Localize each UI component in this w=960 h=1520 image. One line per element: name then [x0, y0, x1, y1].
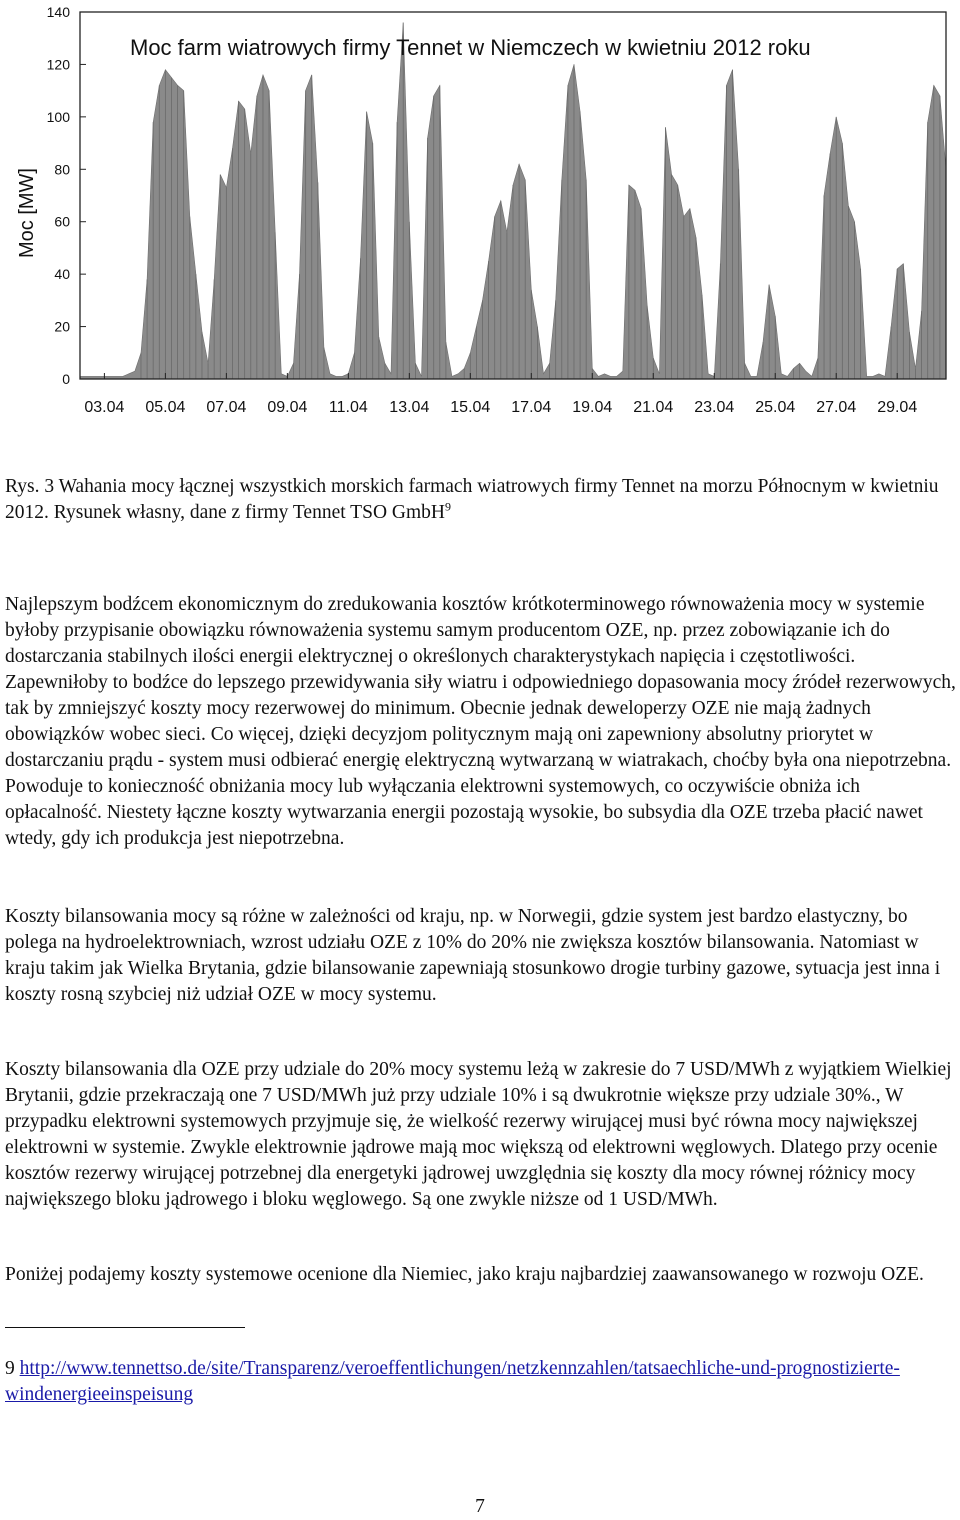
x-tick-label: 17.04	[511, 399, 552, 416]
paragraph-balancing-costs-by-country: Koszty bilansowania mocy są różne w zależności od kraju, np. w Norwegii, gdzie system jest bardzo elastyczny, bo polega na hydroelektrowniach, wzrost udziału OZE z 10% do 20% nie zwiększa kosztów bilansowania. Natomiast w kraju takim jak Wielka Brytania, gdzie bilansowanie zapewniają stosunkowo drogie turbiny gazowe, sytuacja jest inna i koszty rosną szybciej niż udział OZE w mocy systemu.	[5, 906, 941, 1005]
x-tick-label: 29.04	[877, 399, 918, 416]
x-tick-label: 21.04	[633, 399, 674, 416]
y-tick-label: 20	[54, 318, 70, 335]
x-tick-label: 25.04	[755, 399, 796, 416]
footnote-number: 9	[5, 1358, 15, 1379]
page-number: 7	[475, 1496, 485, 1517]
y-tick-label: 100	[46, 108, 70, 125]
x-tick-label: 15.04	[450, 399, 491, 416]
paragraph-balancing-incentives: Najlepszym bodźcem ekonomicznym do zredukowania kosztów krótkoterminowego równoważenia mocy w systemie byłoby przypisanie obowiązku równoważenia systemu samym producentom OZE, np. przez zobowiązanie ich do dostarczania stabilnych ilości energii elektrycznej o określonych charakterystykach napięcia i częstotliwości. Zapewniłoby to bodźce do lepszego przewidywania siły wiatru i odpowiedniego dopasowania mocy źródeł rezerwowych, tak by zmniejszyć koszty mocy rezerwowej do minimum. Obecnie jednak deweloperzy OZE nie mają żadnych obowiązków wobec sieci. Co więcej, dzięki decyzjom politycznym mają oni zapewniony absolutny priorytet w dostarczaniu prądu - system musi odbierać energię elektryczną wytwarzaną w wiatrakach, choćby była ona niepotrzebna. Powoduje to konieczność obniżania mocy lub wyłączania elektrowni systemowych, co oczywiście obniża ich opłacalność. Niestety łączne koszty wytwarzania energii pozostają wysokie, bo subsydia dla OZE trzeba płacić nawet wtedy, gdy ich produkcja jest niepotrzebna.	[5, 594, 956, 849]
paragraph-balancing-costs-oze: Koszty bilansowania dla OZE przy udziale do 20% mocy systemu leżą w zakresie do 7 USD/MWh z wyjątkiem Wielkiej Brytanii, gdzie przekraczają one 7 USD/MWh już przy udziale 10% i są dwukrotnie większe przy udziale 30%., W przypadku elektrowni systemowych przyjmuje się, że wielkość rezerwy wirującej musi być równa mocy największej elektrowni w systemie. Zwykle elektrownie jądrowe mają moc większą od elektrowni węglowych. Dlatego przy ocenie kosztów rezerwy wirującej potrzebnej dla energetyki jądrowej uwzględnia się koszty dla mocy równej różnicy mocy największego bloku jądrowego i bloku węglowego. Są one zwykle niższe od 1 USD/MWh.	[5, 1059, 952, 1210]
x-tick-label: 03.04	[84, 399, 125, 416]
x-tick-label: 19.04	[572, 399, 613, 416]
footnote	[5, 1356, 955, 1408]
x-tick-label: 27.04	[816, 399, 857, 416]
y-tick-label: 0	[62, 371, 70, 387]
y-tick-label: 140	[46, 4, 70, 20]
x-tick-label: 07.04	[206, 399, 247, 416]
x-tick-label: 05.04	[145, 399, 186, 416]
footnote-link[interactable]: http://www.tennettso.de/site/Transparenz/veroeffentlichungen/netzkennzahlen/tatsaechliche-und-prognostizierte-windenergieeinspeisung	[5, 1358, 900, 1405]
x-tick-label: 13.04	[389, 399, 430, 416]
footnote-separator	[5, 1327, 245, 1328]
x-tick-label: 09.04	[267, 399, 308, 416]
caption-text: Rys. 3 Wahania mocy łącznej wszystkich morskich farmach wiatrowych firmy Tennet na morzu Północnym w kwietniu 2012. Rysunek własny, dane z firmy Tennet TSO GmbH	[5, 476, 939, 523]
caption-footnote-mark: 9	[444, 499, 451, 514]
x-tick-label: 23.04	[694, 399, 735, 416]
figure-caption	[5, 474, 955, 526]
plot-area	[80, 12, 946, 379]
y-tick-label: 80	[54, 161, 70, 178]
y-tick-label: 120	[46, 56, 70, 73]
chart-title: Moc farm wiatrowych firmy Tennet w Niemczech w kwietniu 2012 roku	[130, 35, 811, 60]
paragraph-germany-costs: Poniżej podajemy koszty systemowe ocenione dla Niemiec, jako kraju najbardziej zaawansowanego w rozwoju OZE.	[5, 1264, 924, 1285]
wind-power-chart	[0, 0, 960, 420]
y-tick-label: 60	[54, 213, 70, 230]
y-tick-label: 40	[54, 266, 70, 283]
x-tick-label: 11.04	[328, 399, 368, 416]
y-axis-label: Moc [MW]	[16, 168, 38, 258]
